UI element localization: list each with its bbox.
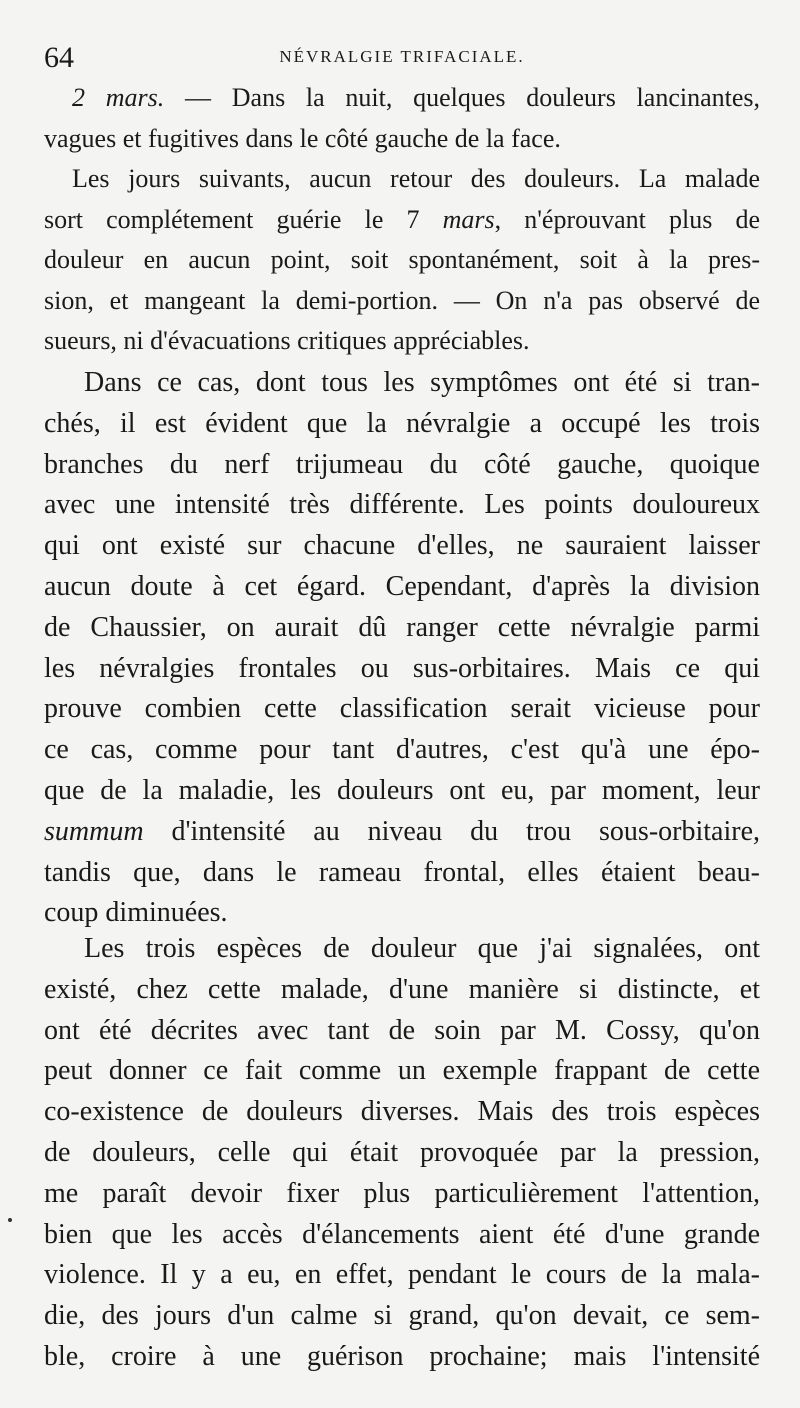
page-header (44, 38, 760, 78)
date-label: mars (442, 204, 495, 234)
latin-term: summum (44, 815, 144, 847)
text-line: sort complétement guérie le 7 mars, n'éprouvant plus de (44, 204, 760, 234)
discussion-paragraph-1 (44, 363, 760, 934)
text-line: chés, il est évident que la névralgie a occupé les trois (44, 407, 760, 439)
text-line: summum d'intensité au niveau du trou sous-orbitaire, (44, 815, 760, 847)
text-line: bien que les accès d'élancements aient été d'une grande (44, 1218, 760, 1250)
ink-speck (8, 1218, 12, 1222)
text-line: branches du nerf trijumeau du côté gauche, quoique (44, 448, 760, 480)
page-number: 64 (44, 41, 74, 74)
text-line: violence. Il y a eu, en effet, pendant le cours de la mala- (44, 1259, 760, 1291)
text-line: prouve combien cette classification serait vicieuse pour (44, 693, 760, 725)
text-line: co-existence de douleurs diverses. Mais des trois espèces (44, 1096, 760, 1128)
text-line: de douleurs, celle qui était provoquée par la pression, (44, 1136, 760, 1168)
text-line: avec une intensité très différente. Les points douloureux (44, 489, 760, 521)
date-label: 2 mars. (72, 83, 165, 112)
text-line: me paraît devoir fixer plus particulièrement l'attention, (44, 1177, 760, 1209)
text-line: Les jours suivants, aucun retour des douleurs. La malade (72, 164, 760, 193)
discussion-paragraph-2 (44, 929, 760, 1378)
text-line: sueurs, ni d'évacuations critiques appréciables. (44, 326, 530, 355)
text-line: ble, croire à une guérison prochaine; mais l'intensité (44, 1340, 760, 1372)
text-line: de Chaussier, on aurait dû ranger cette névralgie parmi (44, 611, 760, 643)
text-line: douleur en aucun point, soit spontanément, soit à la pres- (44, 245, 760, 274)
text-line: Les trois espèces de douleur que j'ai signalées, ont (84, 933, 760, 964)
text-line: vagues et fugitives dans le côté gauche de la face. (44, 123, 561, 153)
text-line: sion, et mangeant la demi-portion. — On n'a pas observé de (44, 285, 760, 315)
text-line: Dans ce cas, dont tous les symptômes ont été si tran- (84, 367, 760, 398)
observation-section (44, 78, 760, 362)
text-line: ont été décrites avec tant de soin par M. Cossy, qu'on (44, 1014, 760, 1046)
text-line: qui ont existé sur chacune d'elles, ne sauraient laisser (44, 530, 760, 562)
running-title: NÉVRALGIE TRIFACIALE. (279, 47, 525, 66)
text-line: 2 mars. — Dans la nuit, quelques douleurs lancinantes, (72, 83, 760, 112)
text-line: aucun doute à cet égard. Cependant, d'après la division (44, 570, 760, 602)
text-line: peut donner ce fait comme un exemple frappant de cette (44, 1055, 760, 1087)
text-line: coup diminuées. (44, 897, 228, 929)
text-line: les névralgies frontales ou sus-orbitaires. Mais ce qui (44, 652, 760, 684)
text-line: que de la maladie, les douleurs ont eu, par moment, leur (44, 774, 760, 806)
text-line: existé, chez cette malade, d'une manière si distincte, et (44, 973, 760, 1005)
text-line: tandis que, dans le rameau frontal, elles étaient beau- (44, 856, 760, 888)
text-line: ce cas, comme pour tant d'autres, c'est qu'à une épo- (44, 734, 760, 766)
text-line: die, des jours d'un calme si grand, qu'on devait, ce sem- (44, 1300, 760, 1332)
